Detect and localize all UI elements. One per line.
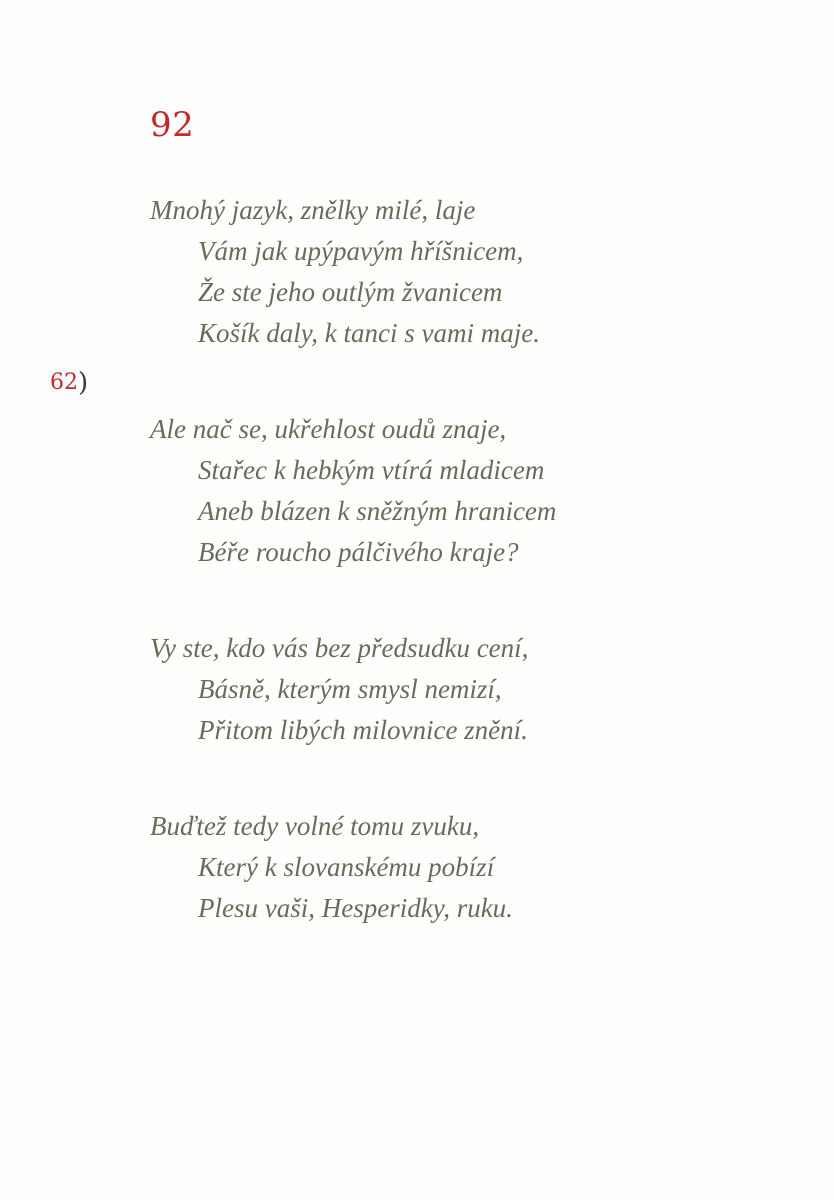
verse-line: Přitom libých milovnice znění. (198, 715, 528, 745)
margin-reference-bracket: ) (78, 368, 89, 398)
stanza-4 (150, 806, 790, 929)
poem-body (150, 190, 790, 984)
verse-line: Mnohý jazyk, znělky milé, laje (150, 195, 476, 225)
verse-line: Vy ste, kdo vás bez předsudku cení, (150, 633, 529, 663)
margin-reference (50, 368, 89, 398)
verse-line: Stařec k hebkým vtírá mladicem (198, 455, 545, 485)
verse-line: Plesu vaši, Hesperidky, ruku. (198, 893, 513, 923)
verse-line: Ale nač se, ukřehlost oudů znaje, (150, 414, 507, 444)
verse-line: Vám jak upýpavým hříšnicem, (198, 236, 524, 266)
verse-line: Béře roucho pálčivého kraje? (198, 537, 519, 567)
margin-reference-number: 62 (50, 370, 78, 395)
verse-line: Buďtež tedy volné tomu zvuku, (150, 811, 480, 841)
verse-line: Že ste jeho outlým žvanicem (198, 277, 503, 307)
verse-line: Který k slovanskému pobízí (198, 852, 495, 882)
stanza-1 (150, 190, 790, 354)
stanza-2 (150, 409, 790, 573)
verse-line: Košík daly, k tanci s vami maje. (198, 318, 540, 348)
stanza-3 (150, 628, 790, 751)
verse-line: Aneb blázen k sněžným hranicem (198, 496, 557, 526)
poem-number: 92 (150, 105, 195, 145)
verse-line: Básně, kterým smysl nemizí, (198, 674, 502, 704)
